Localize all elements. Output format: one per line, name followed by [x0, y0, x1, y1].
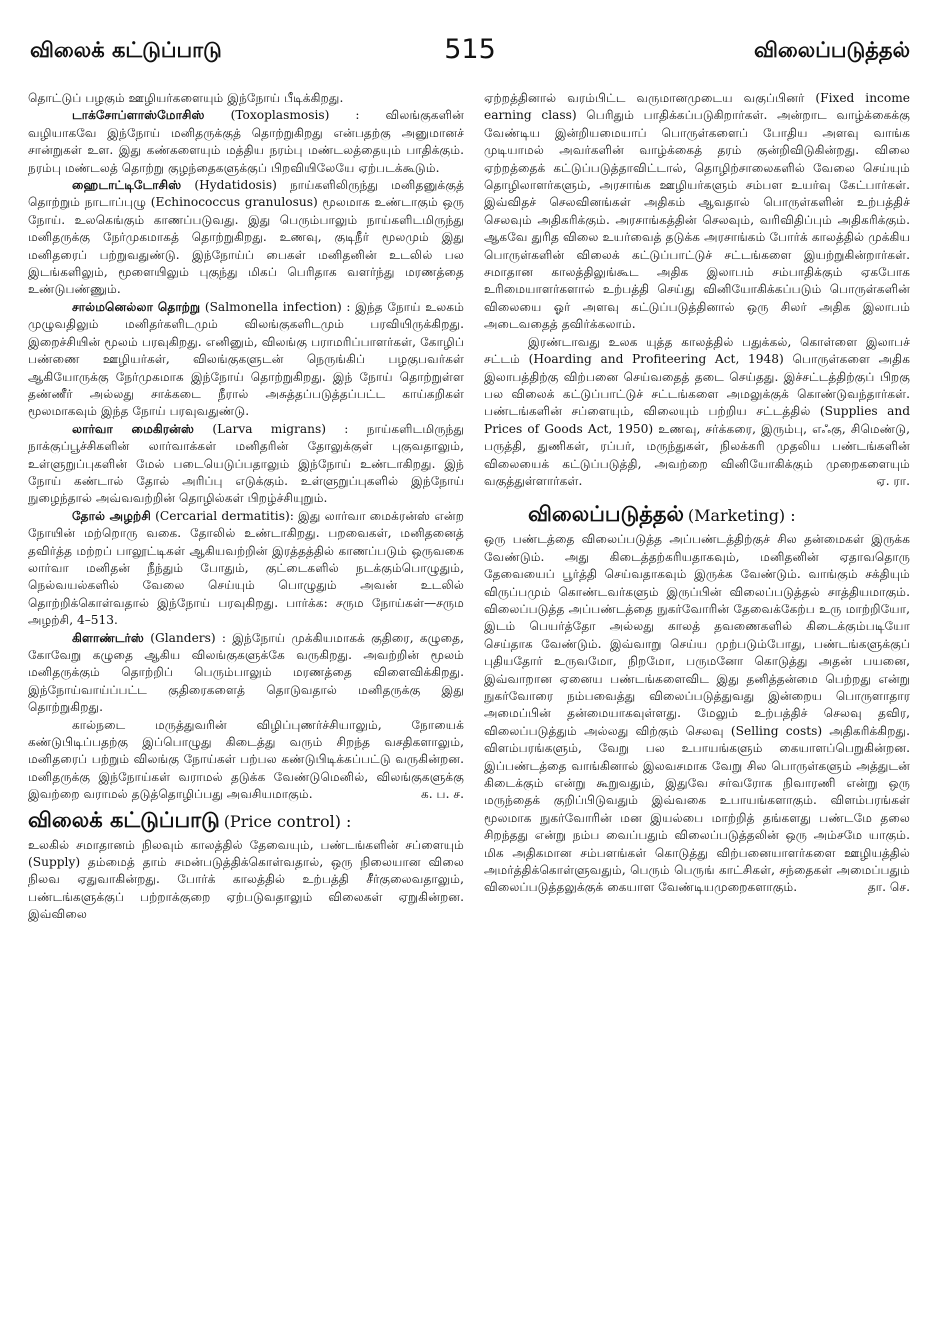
salmonella-entry [28, 299, 464, 421]
glanders-entry [28, 630, 464, 717]
price-control-entry [28, 806, 464, 837]
entry-term: தோல் அழற்சி [72, 508, 151, 523]
entry-term: சால்மனெல்லா தொற்று [72, 299, 201, 314]
entry-headword: விலைப்படுத்தல் [528, 502, 684, 527]
left-column [28, 90, 464, 1316]
closing-text: கால்நடை மருத்துவரின் விழிப்புணர்ச்சியாலும், நோயைக் கண்டுபிடிப்பதற்கு இப்பொழுது கிடைத்து வரும் சிறந்த வசதிகளாலும், மனிதரைப் பற்றும் விலங்கு நோய்கள் பற்பல கண்டுபிடிக்கப்பட்டு வருகின்றன. மனிதருக்கு இந்நோய்கள் வராமல் தடுக்க வேண்டுமெனில், விலங்குகளுக்கு இவற்றை வராமல் தடுத்தொழிப்பது அவசியமாகும். [28, 717, 464, 802]
entry-term: கிளாண்டர்ஸ் [72, 630, 145, 645]
closing-paragraph [28, 717, 464, 804]
entry-term: டாக்சோப்ளாஸ்மோசிஸ் [72, 108, 205, 123]
larva-migrans-entry [28, 421, 464, 508]
entry-headword: விலைக் கட்டுப்பாடு [28, 807, 220, 832]
intro-paragraph: தொட்டுப் பழகும் ஊழியர்களையும் இந்நோய் பீடிக்கிறது. [28, 91, 344, 105]
hydatidosis-entry [28, 177, 464, 299]
cercarial-dermatitis-entry [28, 508, 464, 630]
entry-text: ஒரு பண்டத்தை விலைப்படுத்த அப்பண்டத்திற்குச் சில தன்மைகள் இருக்க வேண்டும். அது கிடைத்தற்கரியதாகவும், மனிதனின் ஏதாவதொரு தேவையைப் பூர்த்தி செய்வதாகவும் இருக்க வேண்டும். வாங்கும் சக்தியும் விருப்பமும் கொண்டவர்களும் இருப்பின் விலைப்படுத்தல் சாத்தியமாகும். விலைப்படுத்த அப்பண்டத்தை நுகர்வோரின் தேவைக்கேற்ப உரு மாற்றியோ, இடம் பெயர்த்தோ அல்லது காலத் தவணைகளில் கிடைக்கும்படியோ செய்தாக வேண்டும். இவ்வாறு செய்ய முற்படும்போது, பண்டங்களுக்குப் புதியதோர் உருவமோ, நிறமோ, பருமனோ கொடுத்து அதன் பயனை, இவ்வாறான ஏனைய பண்டங்களைவிட இது தனித்தன்மை பெற்றது என்று நுகர்வோரை நம்பவைத்து விலைப்படுத்துவது இன்றைய பொருளாதார அமைப்பின் தன்மையாகவுள்ளது. மேலும் உற்பத்திச் செலவு தவிர, விலைப்படுத்தும் அல்லது விற்கும் செலவு (Selling costs) அதிகரிக்கிறது. விளம்பரங்களும், வேறு பல உபாயங்களும் கையாளப்பெறுகின்றன. இப்பண்டத்தை வாங்கினால் இலவசமாக வேறு சில பொருள்களும் அத்துடன் கிடைக்கும் என்று கூறுவதும், இதுவே சர்வரோக நிவாரணி என்று ஒரு மருந்தைக் குறிப்பிடுவதும் இவ்வகை உபாயங்களாகும். விளம்பரங்கள் மூலமாக நுகர்வோரின் மன இயல்பை மாற்றித் தங்களது பண்டமே தலை சிறந்தது என்று நம்ப வைப்பதும் விலைப்படுத்தலின் ஒரு அம்சமே யாகும். மிக அதிகமான சம்பளங்கள் கொடுத்து விற்பனையாளர்களை ஊழியத்தில் அமர்த்திக்கொள்ளுவதும், பெரும் பெருங் காட்சிகள், சந்தைகள் அமைப்பதும் விலைப்படுத்தலுக்குக் கையாள வேண்டியமுறைகளாகும். [484, 532, 910, 895]
entry-term: ஹைடாட்டிடோசிஸ் [72, 178, 182, 193]
entry-english: (Cercarial dermatitis): [155, 508, 294, 523]
entry-english: (Marketing) : [687, 506, 796, 526]
author-initials: தா. செ. [867, 880, 910, 895]
entry-text: விலங்குகளின் வழியாகவே இந்நோய் மனிதருக்குத் தொற்றுகிறது என்பதற்கு அனுமானச் சான்றுகள் உள. இது கண்களையும் மத்திய நரம்பு மண்டலத்தையும் பாதிக்கும். நரம்பு மண்டலத் தொற்று குழந்தைகளுக்குப் பிறவியிலேயே ஏற்படக்கூடும். [28, 108, 464, 175]
author-initials: ஏ. ரா. [876, 473, 910, 488]
entry-english: (Salmonella infection) : [204, 299, 351, 314]
marketing-text [484, 531, 910, 897]
entry-term: லார்வா மைகிரன்ஸ் [72, 421, 195, 436]
entry-english: (Hydatidosis) [194, 178, 277, 193]
paragraph-text: இரண்டாவது உலக யுத்த காலத்தில் பதுக்கல், கொள்ளை இலாபச் சட்டம் (Hoarding and Profiteering Act, 1948) பொருள்களை அதிக இலாபத்திற்கு விற்பனை செய்வதைத் தடை செய்தது. இச்சட்டத்திற்குப் பிறகு பல விலைக் கட்டுப்பாட்டுச் சட்டங்களை அமலுக்குக் கொண்டுவந்தார்கள். பண்டங்களின் சப்ளையும், விலையும் பற்றிய சட்டத்தில் (Supplies and Prices of Goods Act, 1950) உணவு, சர்க்கரை, இரும்பு, எஃகு, சிமெண்டு, பருத்தி, துணிகள், ரப்பர், மருந்துகள், நிலக்கரி முதலிய பண்டங்களின் விலையைக் கட்டுப்படுத்தி, அவற்றை வினியோகிக்கும் முறைகளையும் வகுத்துள்ளார்கள். [484, 334, 910, 488]
entry-english: (Toxoplasmosis) : [230, 108, 360, 123]
toxoplasmosis-entry [28, 107, 464, 177]
second-paragraph [484, 334, 910, 491]
price-control-continuation: ஏற்றத்தினால் வரம்பிட்ட வருமானமுடைய வகுப்பினர் (Fixed income earning class) பெரிதும் பாதிக்கப்படுகிறார்கள். அன்றாட வாழ்க்கைக்கு வேண்டிய இன்றியமையாப் பொருள்களைப் போதிய அளவு வாங்க முடியாமல் அவர்களின் வாழ்க்கைத் தரம் குன்றிவிடுகின்றது. விலை ஏற்றத்தைக் கட்டுப்படுத்தாவிட்டால், தொழிற்சாலைகளில் வேலை செய்யும் தொழிலாளர்களும், அரசாங்க ஊழியர்களும் சம்பள உயர்வு கேட்பார்கள். இவ்விதச் செலவினங்கள் அதிகம் ஆவதால் பொருள்களின் உற்பத்திச் செலவும் அதிகரிக்கும். அரசாங்கத்தின் செலவும், வரிவிதிப்பும் அதிகரிக்கும். ஆகவே துரித விலை உயர்வைத் தடுக்க அரசாங்கம் போர்க் காலத்தில் முக்கிய பொருள்களின் விலைக் கட்டுப்பாட்டுச் சட்டங்களை இயற்றுகின்றார்கள். சமாதான காலத்திலுங்கூட அதிக இலாபம் சம்பாதிக்கும் ஏகபோக உரிமையாளர்களால் உற்பத்தி செய்து வினியோகிக்கப்படும் பொருள்களின் விலையை ஓர் அளவு கட்டுப்படுத்தினால் ஒரு சிலர் அதிக இலாபம் அடைவதைத் தவிர்க்கலாம். [484, 91, 910, 332]
marketing-entry [484, 500, 910, 531]
running-head-left: விலைக் கட்டுப்பாடு [30, 38, 222, 62]
entry-gap [484, 490, 910, 498]
entry-english: (Price control) : [223, 811, 352, 831]
author-initials: க. ப. ச. [421, 787, 464, 802]
page-header [0, 34, 940, 74]
entry-english: (Glanders) : [150, 630, 226, 645]
right-column [484, 90, 910, 1316]
entry-text: இந்நோய் முக்கியமாகக் குதிரை, கழுதை, கோவேறு கழுதை ஆகிய விலங்குகளுக்கே வருகிறது. அவற்றின் மூலம் மனிதருக்கும் தொற்றிப் பெரும்பாலும் மரணத்தை விளைவிக்கிறது. இந்நோய்வாய்ப்பட்ட குதிரைகளைத் தொடுவதால் மனிதருக்கு இது தொற்றுகிறது. [28, 630, 464, 715]
entry-text: இது லார்வா மைக்ரன்ஸ் என்ற நோயின் மற்றொரு வகை. தோலில் உண்டாகிறது. பறவைகள், மனிதனைத் தவிர்த்த மற்றப் பாலூட்டிகள் ஆகியவற்றின் இரத்தத்தில் காணப்படும் ஒருவகை லார்வா மனிதன் நீந்தும் போதும், குட்டைகளில் நடக்கும்பொழுதும், நெல்வயல்களில் வேலை செய்யும் பொழுதும் அவன் உடலில் தொற்றிக்கொள்வதால் இந்நோய் பரவுகிறது. பார்க்க: சரும நோய்கள்—சரும அழற்சி, 4–513. [28, 508, 464, 628]
running-head-right: விலைப்படுத்தல் [754, 38, 910, 62]
entry-text: இந்த நோய் உலகம் முழுவதிலும் மனிதர்களிடமும் விலங்குகளிடமும் பரவியிருக்கிறது. இறைச்சியின் மூலம் பரவுகிறது. எனினும், விலங்கு பராமரிப்பாளர்கள், கோழிப் பண்ணை ஊழியர்கள், விலங்குகளுடன் நெருங்கிப் பழகுபவர்கள் ஆகியோருக்கு நேர்முகமாக இந்நோய் தொற்றுகிறது. இந் நோய் தொற்றுள்ள தண்ணீர் அல்லது சாக்கடை நீரால் அசுத்தப்படுத்தப்பட்ட காய்கறிகள் மூலமாகவும் இந்த நோய் பரவுவதுண்டு. [28, 299, 464, 419]
price-control-text: உலகில் சமாதானம் நிலவும் காலத்தில் தேவையும், பண்டங்களின் சப்ளையும் (Supply) தம்மைத் தாம் சமன்படுத்திக்கொள்வதால், ஒரு நிலையான விலை நிலவ ஏதுவாகின்றது. போர்க் காலத்தில் உற்பத்தி சீர்குலைவதாலும், பண்டங்களுக்குப் பற்றாக்குறை ஏற்படுவதாலும் விலைகள் ஏறுகின்றன. இவ்விலை [28, 837, 464, 922]
page-number: 515 [444, 34, 496, 65]
entry-english: (Larva migrans) : [212, 421, 349, 436]
entry-text: நாய்களிடமிருந்து நாக்குப்பூச்சிகளின் லார்வாக்கள் மனிதரின் தோலுக்குள் புகுவதாலும், உள்ளுறுப்புகளின் மேல் படையெடுப்பதாலும் இந்நோய் உண்டாகிறது. இந் நோய் கண்டால் தோல் அரிப்பு எடுக்கும். உள்ளுறுப்புகளில் இந்நோய் நுழைந்தால் அவ்வவற்றின் தொழில்கள் பிறழ்ச்சியுறும். [28, 421, 464, 506]
entry-text: நாய்களிலிருந்து மனிதனுக்குத் தொற்றும் நாடாப்புழு (Echinococcus granulosus) மூலமாக உண்டாகும் ஒரு நோய். உலகெங்கும் காணப்படுவது. இது பெரும்பாலும் நாய்களிடமிருந்து மனிதருக்கு நேர்முகமாகத் தொற்றுகிறது. உணவு, குடிநீர் மூலமும் இது மனிதரைப் பற்றுவதுண்டு. இந்நோய்ப் பைகள் மனிதனின் உடலில் பல இடங்களிலும், மூளையிலும் புகுந்து மிகப் பெரிதாக வளர்ந்து மரணத்தை உண்டுபண்ணும். [28, 178, 464, 297]
